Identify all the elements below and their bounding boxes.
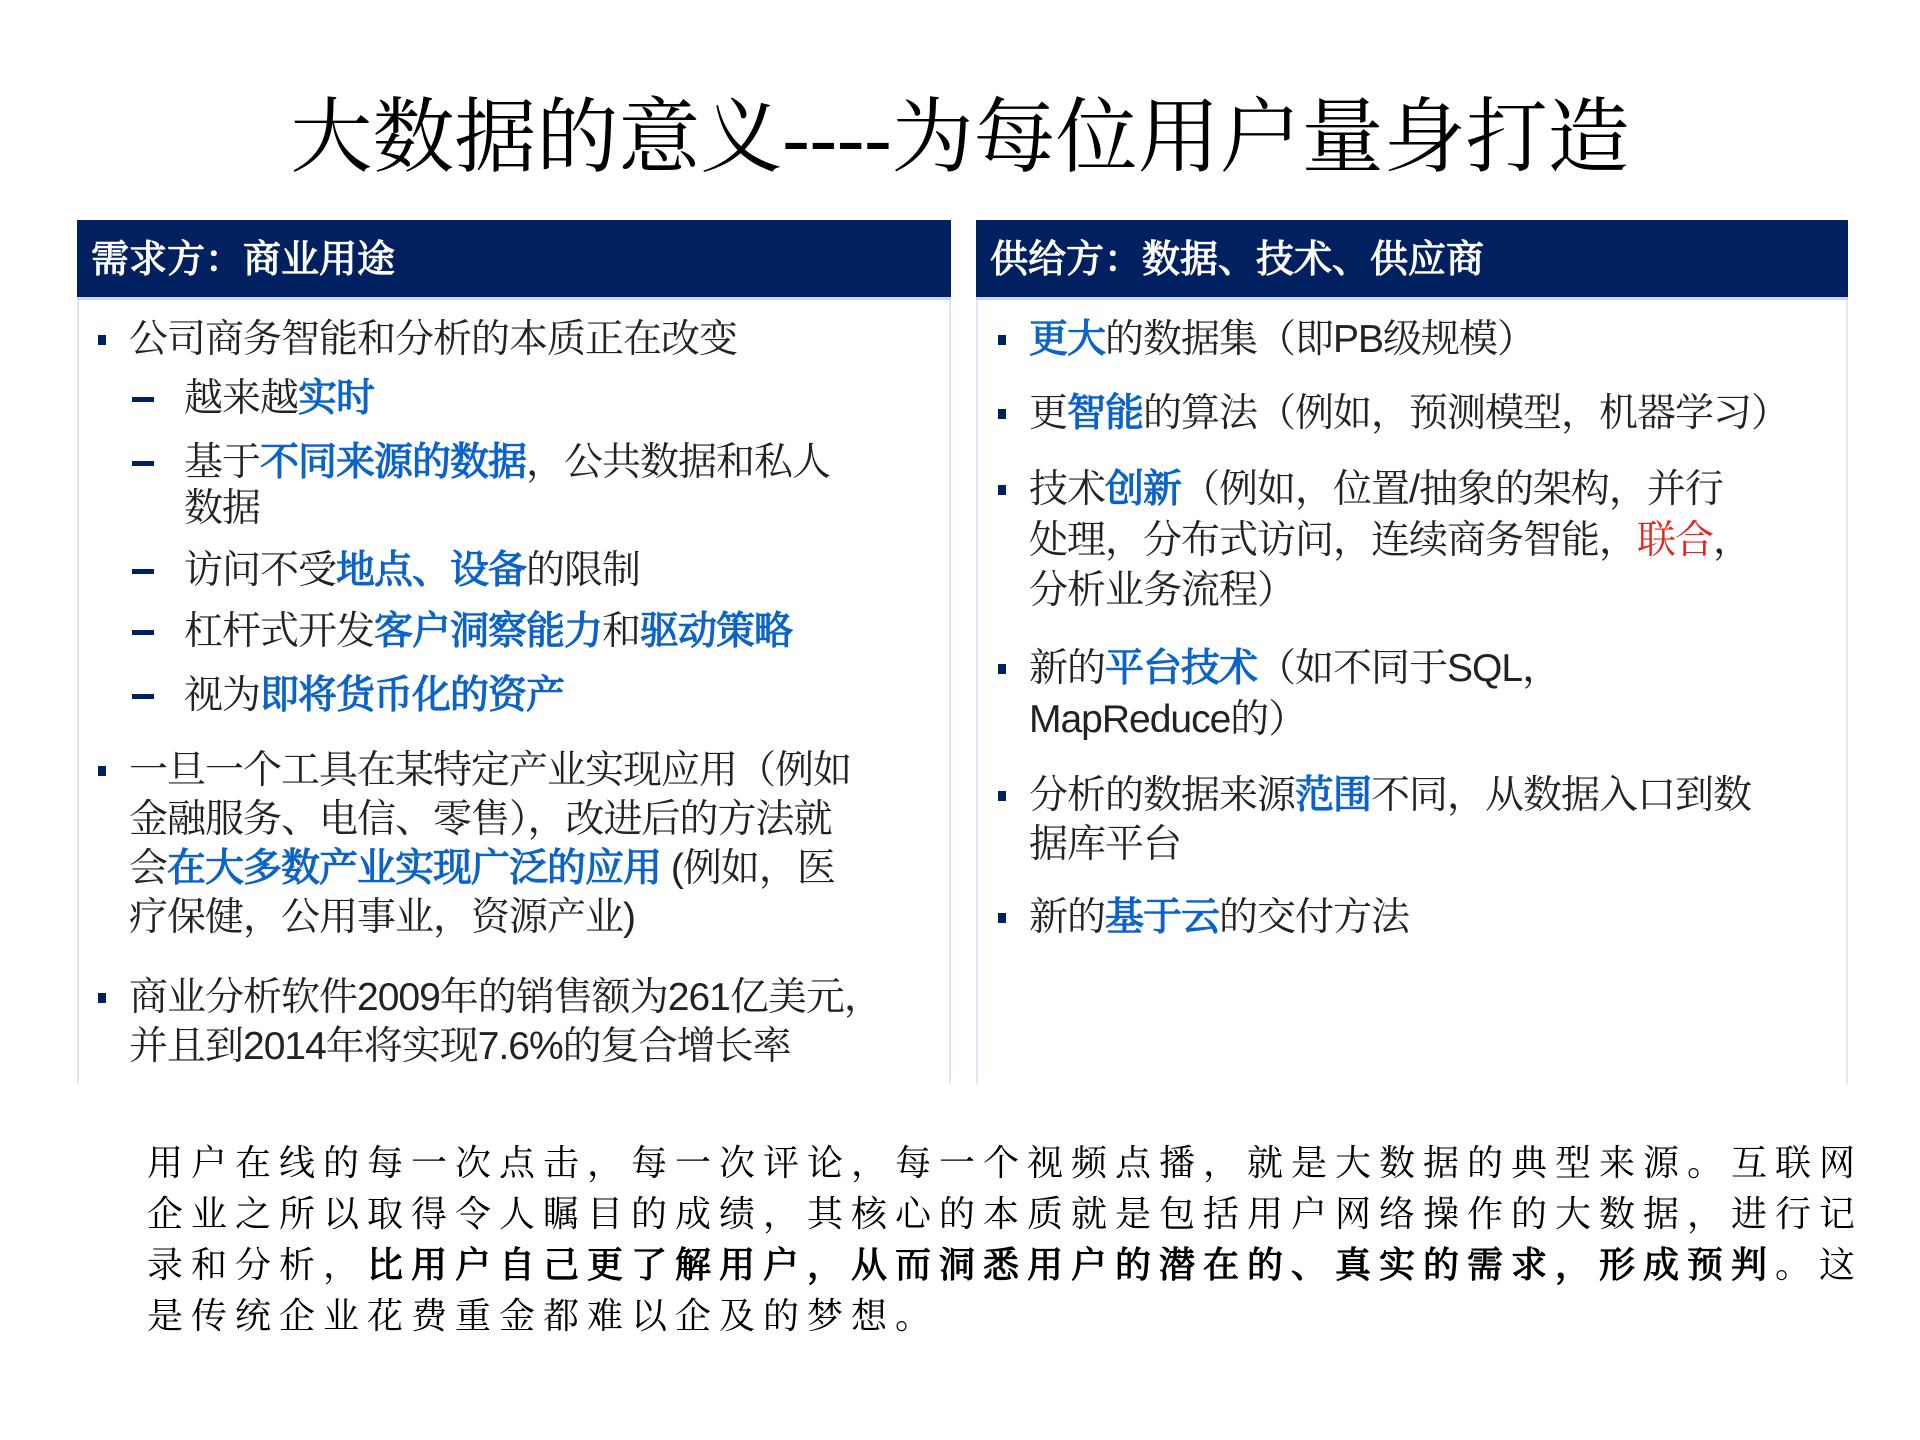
text-segment: （例如，位置/抽象的架构，并行 xyxy=(1181,468,1723,511)
slide-title: 大数据的意义----为每位用户量身打造 xyxy=(290,92,1630,183)
text-segment: 企业之所以取得令人瞩目的成绩，其核心的本质就是包括用户网络操作的大数据，进行记 xyxy=(147,1194,1864,1234)
text-segment: 并且到2014年将实现7.6%的复合增长率 xyxy=(129,1025,791,1068)
dash-bullet-icon xyxy=(132,461,154,466)
paragraph-line xyxy=(147,1240,1864,1290)
square-bullet-icon xyxy=(98,335,106,345)
right-list-item-line xyxy=(1029,467,1723,513)
right-list-item-line xyxy=(1029,773,1751,819)
text-segment: 数据 xyxy=(184,487,261,530)
dash-bullet-icon xyxy=(132,569,154,574)
text-segment: 处理，分布式访问，连续商务智能， xyxy=(1029,519,1638,562)
left-list-item-line xyxy=(129,797,832,843)
supply-panel-header: 供给方：数据、技术、供应商 xyxy=(976,220,1848,300)
right-list-item-line xyxy=(1029,518,1751,564)
square-bullet-icon xyxy=(998,664,1006,674)
left-list-item-line xyxy=(184,548,640,594)
text-segment: 杠杆式开发 xyxy=(184,610,375,653)
left-list-item-line xyxy=(184,609,792,655)
paragraph-line xyxy=(147,1138,1864,1188)
paragraph-line xyxy=(147,1291,1812,1341)
highlighted-text: 基于云 xyxy=(1105,896,1220,939)
left-list-item-line xyxy=(184,486,260,532)
highlighted-text: 实时 xyxy=(298,377,375,420)
text-segment: 公司商务智能和分析的本质正在改变 xyxy=(129,318,738,361)
demand-panel-header: 需求方：商业用途 xyxy=(77,220,951,300)
left-list-item-line xyxy=(129,748,851,794)
left-list-item-line xyxy=(129,975,882,1021)
left-list-item-line xyxy=(184,673,564,719)
right-list-item-line xyxy=(1029,895,1409,941)
text-segment: 录和分析， xyxy=(147,1245,368,1285)
square-bullet-icon xyxy=(998,791,1006,801)
left-list-item-line xyxy=(129,317,737,363)
dash-bullet-icon xyxy=(132,630,154,635)
right-list-item-line xyxy=(1029,317,1535,363)
right-list-item-line xyxy=(1029,391,1789,437)
text-segment: 分析业务流程） xyxy=(1029,569,1296,612)
highlighted-text: 客户洞察能力 xyxy=(374,610,603,653)
text-segment: 技术 xyxy=(1029,468,1106,511)
paragraph-line xyxy=(147,1189,1864,1239)
right-list-item-line xyxy=(1029,646,1560,692)
highlighted-text: 在大多数产业实现广泛的应用 xyxy=(167,847,662,890)
highlighted-text: 平台技术 xyxy=(1105,647,1258,690)
text-segment: 商业分析软件2009年的销售额为261亿美元， xyxy=(129,976,882,1019)
left-list-item-line xyxy=(129,846,835,892)
text-segment: 新的 xyxy=(1029,896,1106,939)
right-list-item-line xyxy=(1029,568,1295,614)
square-bullet-icon xyxy=(998,913,1006,923)
highlighted-text: 即将货币化的资产 xyxy=(260,674,565,717)
square-bullet-icon xyxy=(998,409,1006,419)
text-segment: 基于 xyxy=(184,441,261,484)
text-segment: 视为 xyxy=(184,674,261,717)
text-segment: 。这 xyxy=(1775,1245,1864,1285)
square-bullet-icon xyxy=(98,766,106,776)
text-segment: 疗保健，公用事业，资源产业) xyxy=(129,896,635,939)
square-bullet-icon xyxy=(98,993,106,1003)
text-segment: 的算法（例如，预测模型，机器学习） xyxy=(1143,392,1790,435)
text-segment: 分析的数据来源 xyxy=(1029,774,1296,817)
dash-bullet-icon xyxy=(132,397,154,402)
text-segment: 金融服务、电信、零售），改进后的方法就 xyxy=(129,798,832,841)
text-segment: 据库平台 xyxy=(1029,823,1182,866)
text-segment: 的限制 xyxy=(526,549,641,592)
text-segment: 越来越 xyxy=(184,377,299,420)
highlighted-text: 创新 xyxy=(1105,468,1182,511)
left-list-item-line xyxy=(129,895,635,941)
bold-text: 比用户自己更了解用户，从而洞悉用户的潜在的、真实的需求，形成预判 xyxy=(367,1245,1776,1285)
text-segment: 会 xyxy=(129,847,168,890)
text-segment: （如不同于SQL， xyxy=(1257,647,1561,690)
left-list-item-line xyxy=(129,1024,791,1070)
highlighted-text: 联合 xyxy=(1637,519,1714,562)
text-segment: 访问不受 xyxy=(184,549,337,592)
text-segment: (例如，医 xyxy=(661,847,835,890)
square-bullet-icon xyxy=(998,335,1006,345)
text-segment: 是传统企业花费重金都难以企及的梦想。 xyxy=(147,1296,940,1336)
highlighted-text: 地点、设备 xyxy=(336,549,527,592)
left-list-item-line xyxy=(184,440,830,486)
text-segment: 的交付方法 xyxy=(1219,896,1410,939)
left-list-item-line xyxy=(184,376,374,422)
text-segment: 新的 xyxy=(1029,647,1106,690)
text-segment: ，公共数据和私人 xyxy=(526,441,831,484)
text-segment: 更 xyxy=(1029,392,1068,435)
right-list-item-line xyxy=(1029,697,1306,743)
text-segment: 不同，从数据入口到数 xyxy=(1371,774,1752,817)
text-segment: MapReduce的） xyxy=(1029,698,1307,741)
dash-bullet-icon xyxy=(132,694,154,699)
right-list-item-line xyxy=(1029,822,1181,868)
text-segment: 的数据集（即PB级规模） xyxy=(1105,318,1536,361)
square-bullet-icon xyxy=(998,485,1006,495)
text-segment: ， xyxy=(1713,519,1752,562)
text-segment: 一旦一个工具在某特定产业实现应用（例如 xyxy=(129,749,852,792)
highlighted-text: 范围 xyxy=(1295,774,1372,817)
highlighted-text: 驱动策略 xyxy=(640,610,793,653)
text-segment: 用户在线的每一次点击，每一次评论，每一个视频点播，就是大数据的典型来源。互联网 xyxy=(147,1143,1864,1183)
text-segment: 和 xyxy=(602,610,641,653)
highlighted-text: 不同来源的数据 xyxy=(260,441,527,484)
highlighted-text: 智能 xyxy=(1067,392,1144,435)
highlighted-text: 更大 xyxy=(1029,318,1106,361)
